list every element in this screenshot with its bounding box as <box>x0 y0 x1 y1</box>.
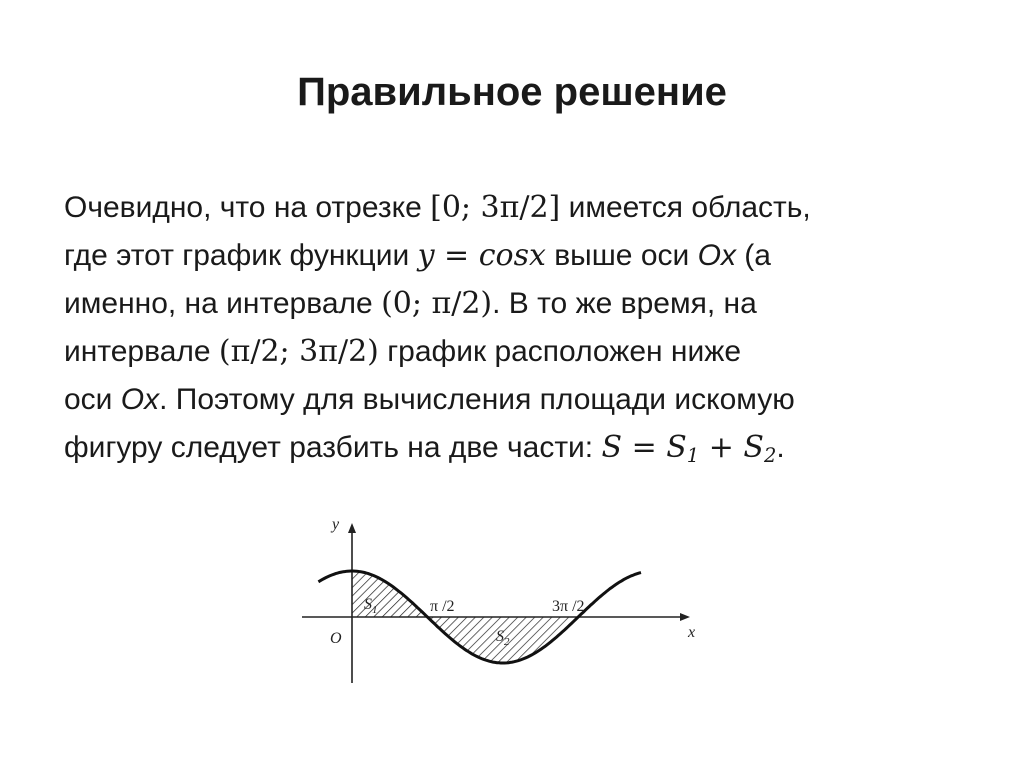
y-axis-arrow <box>348 523 356 533</box>
pi-half-label: π /2 <box>430 598 455 615</box>
axis-name: Ox <box>697 239 736 272</box>
slide-title: Правильное решение <box>297 70 727 114</box>
slide-body-text <box>64 184 964 472</box>
body-line-5: оси Ox. Поэтому для вычисления площади искомую <box>64 383 795 416</box>
axis-name: Ox <box>120 383 160 416</box>
math-function: y = cosx <box>417 238 546 273</box>
body-line-2: где этот график функции y = cosx выше оси Ox (а <box>64 238 771 273</box>
x-axis-arrow <box>680 613 690 621</box>
origin-label: O <box>330 630 342 647</box>
y-axis-label: y <box>332 516 340 533</box>
body-line-3: именно, на интервале (0; π/2). В то же время, на <box>64 286 757 321</box>
body-line-6: фигуру следует разбить на две части: $S = S_1 + S_2$. <box>64 430 785 467</box>
math-interval: (π/2; 3π/2) <box>218 334 379 369</box>
math-formula: $S = S_1 + S_2$ <box>601 430 777 467</box>
s2-label: $S_2$ <box>496 628 510 648</box>
s1-label: $S_1$ <box>364 596 378 616</box>
math-interval: (0; π/2) <box>381 286 493 321</box>
three-pi-half-label: 3π /2 <box>552 598 585 615</box>
cosine-graph <box>290 505 710 685</box>
x-axis-label: x <box>688 624 696 641</box>
body-line-1: Очевидно, что на отрезке [0; 3π/2] имеется область, <box>64 190 811 225</box>
math-interval: [0; 3π/2] <box>430 190 561 225</box>
body-line-4: интервале (π/2; 3π/2) график расположен ниже <box>64 334 741 369</box>
